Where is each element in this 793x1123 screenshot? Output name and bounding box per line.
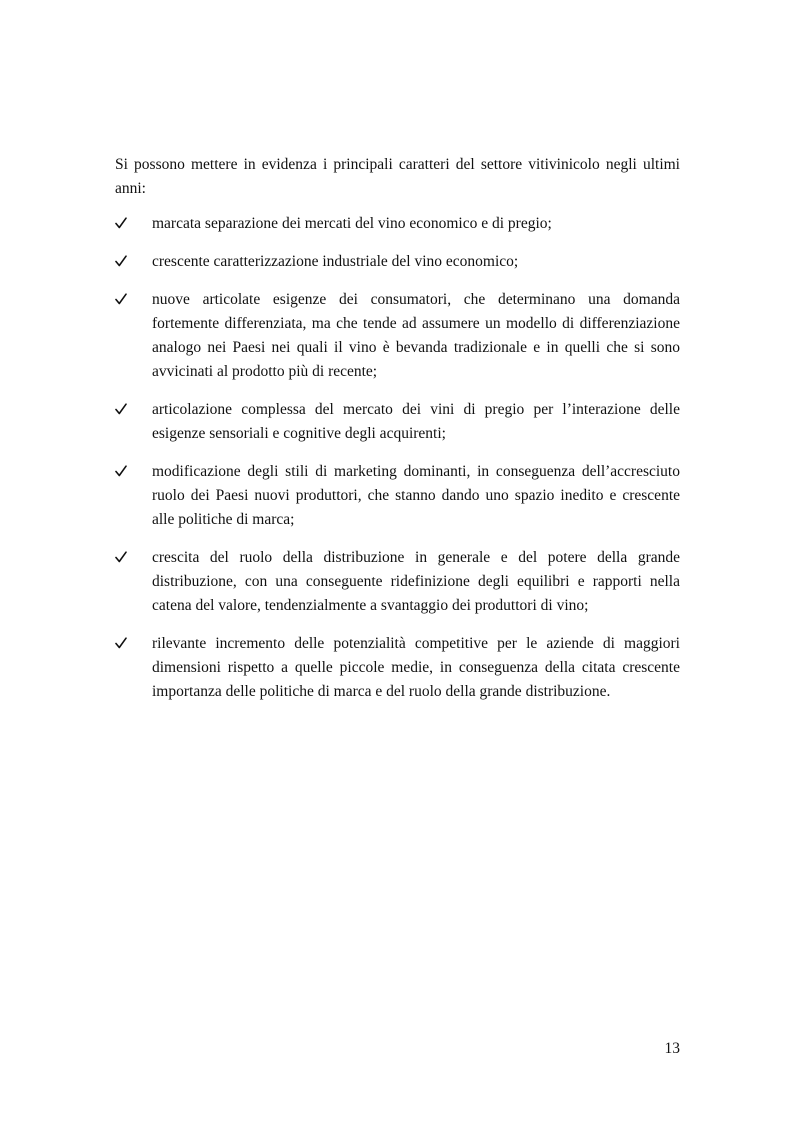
list-item-text: nuove articolate esigenze dei consumatori, che determinano una domanda fortemente differenziata, ma che tende ad assumere un modello di differenziazione analogo nei Paesi nei quali il vino è bevanda tradizionale e in quelli che si sono avvicinati al prodotto più di recente; [152,291,680,380]
list-item [115,546,680,618]
page-number: 13 [664,1040,680,1057]
list-item [115,632,680,704]
list-item [115,288,680,384]
list-item-text: modificazione degli stili di marketing dominanti, in conseguenza dell’accresciuto ruolo dei Paesi nuovi produttori, che stanno dando uno spazio inedito e crescente alle politiche di marca; [152,463,680,528]
intro-paragraph: Si possono mettere in evidenza i principali caratteri del settore vitivinicolo negli ultimi anni: [115,156,680,197]
list-item-text: crescita del ruolo della distribuzione in generale e del potere della grande distribuzione, con una conseguente ridefinizione degli equilibri e rapporti nella catena del valore, tendenzialmente a svantaggio dei produttori di vino; [152,549,680,614]
list-item-text: articolazione complessa del mercato dei vini di pregio per l’interazione delle esigenze sensoriali e cognitive degli acquirenti; [152,401,680,442]
list-item [115,250,680,274]
checkmark-icon [115,460,129,484]
list-item [115,398,680,446]
list-item-text: marcata separazione dei mercati del vino economico e di pregio; [152,215,552,232]
list-item [115,460,680,532]
page-body [115,153,680,718]
checkmark-icon [115,546,129,570]
list-item-text: rilevante incremento delle potenzialità competitive per le aziende di maggiori dimensioni rispetto a quelle piccole medie, in conseguenza della citata crescente importanza delle politiche di marca e del ruolo della grande distribuzione. [152,635,680,700]
checkmark-icon [115,398,129,422]
list-item-text: crescente caratterizzazione industriale del vino economico; [152,253,519,270]
checkmark-icon [115,212,129,236]
checkmark-icon [115,632,129,656]
list-item [115,212,680,236]
characteristics-list [115,212,680,704]
checkmark-icon [115,250,129,274]
checkmark-icon [115,288,129,312]
